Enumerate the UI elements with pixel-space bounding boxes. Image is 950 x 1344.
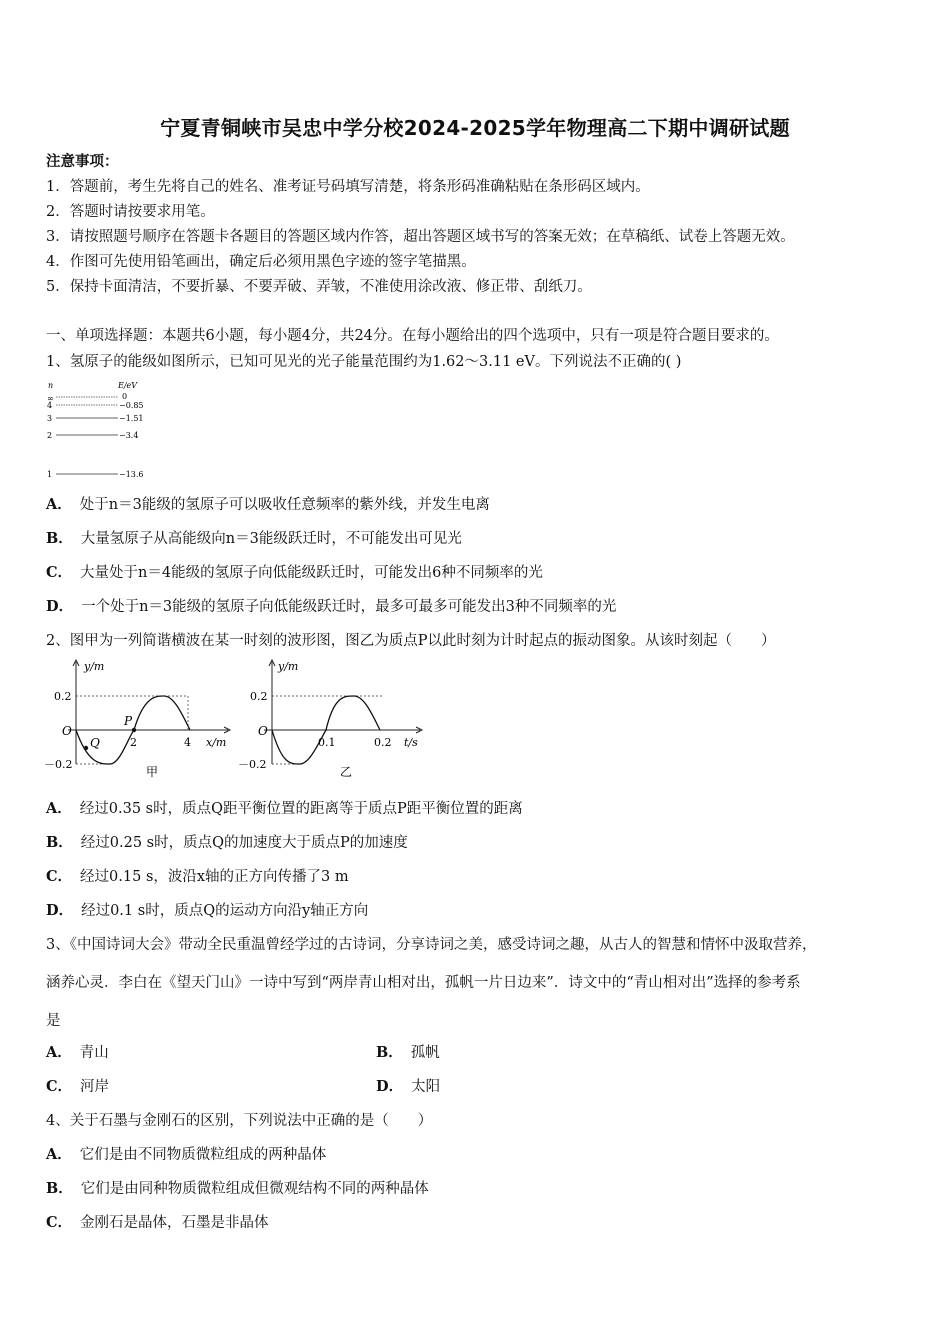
option-b [376,1043,440,1063]
option-text: 青山 [79,1045,109,1061]
x-tick: 0.2 [374,736,392,749]
option-letter: B． [46,530,73,547]
x-tick: 0.1 [318,736,336,749]
option-a [46,1043,109,1063]
level-n: 4 [47,401,53,410]
option-letter: C． [46,1214,73,1231]
option-letter: D． [46,902,74,919]
option-letter: C． [46,564,73,581]
option-text: 大量氢原子从高能级向n＝3能级跃迁时，不可能发出可见光 [80,531,462,547]
caption: 甲 [146,765,159,779]
option-text: 一个处于n＝3能级的氢原子向低能级跃迁时，最多可最多可能发出3种不同频率的光 [81,599,617,615]
option-d [46,901,368,921]
option-letter: D． [376,1078,404,1095]
caption: 乙 [340,765,353,779]
option-text: 河岸 [80,1079,110,1095]
option-c [46,1213,269,1233]
level-energy: −13.6 [119,470,144,479]
level-energy: 0 [122,392,128,401]
option-text: 处于n＝3能级的氢原子可以吸收任意频率的紫外线，并发生电离 [79,497,490,513]
option-c [46,867,349,887]
option-b [46,833,408,853]
question-4-stem: 4、关于石墨与金刚石的区别，下列说法中正确的是（ ） [46,1113,433,1129]
notes-heading: 注意事项： [46,153,119,170]
note-item: 2．答题时请按要求用笔。 [46,204,215,220]
option-letter: B． [376,1044,403,1061]
option-c [46,563,543,583]
option-text: 经过0.35 s时，质点Q距平衡位置的距离等于质点P距平衡位置的距离 [79,801,523,817]
option-text: 太阳 [411,1079,441,1095]
x-tick: 2 [130,736,137,749]
option-d [376,1077,440,1097]
question-3-stem: 是 [46,1013,61,1029]
level-n: ∞ [47,394,54,403]
x-axis-label: x/m [206,736,227,749]
point-q [84,746,88,750]
option-text: 它们是由不同物质微粒组成的两种晶体 [79,1147,327,1163]
y-axis-label: y/m [84,660,105,673]
origin-label: O [62,724,72,738]
option-text: 经过0.25 s时，质点Q的加速度大于质点P的加速度 [80,835,408,851]
option-letter: A． [46,1146,72,1163]
option-letter: B． [46,834,73,851]
point-p-label: P [124,714,133,728]
wave-graph-b [234,658,434,782]
point-q-label: Q [90,736,100,750]
x-tick: 4 [184,736,191,749]
option-letter: C． [46,868,73,885]
question-3-stem: 涵养心灵．李白在《望天门山》一诗中写到“两岸青山相对出，孤帆一片日边来”．诗文中的“青山相对出”选择的参考系 [46,975,801,991]
origin-label: O [258,724,268,738]
option-letter: D． [46,598,74,615]
level-energy: −1.51 [119,414,144,423]
option-letter: B． [46,1180,73,1197]
question-1-stem: 1、氢原子的能级如图所示，已知可见光的光子能量范围约为1.62～3.11 eV。下列说法不正确的( ) [46,354,682,370]
x-axis-label: t/s [404,736,418,749]
question-3-stem: 3、《中国诗词大会》带动全民重温曾经学过的古诗词，分享诗词之美，感受诗词之趣，从古人的智慧和情怀中汲取营养， [46,937,817,953]
option-letter: A． [46,1044,72,1061]
level-n: 2 [47,431,53,440]
note-item: 5．保持卡面清洁，不要折暴、不要弄破、弄皱，不准使用涂改液、修正带、刮纸刀。 [46,279,592,295]
y-tick-bottom: －0.2 [238,758,267,771]
note-item: 1．答题前，考生先将自己的姓名、准考证号码填写清楚，将条形码准确粘贴在条形码区域内。 [46,179,650,195]
option-text: 经过0.1 s时，质点Q的运动方向沿y轴正方向 [81,903,369,919]
level-energy: −0.85 [119,401,144,410]
y-tick-top: 0.2 [250,690,268,703]
option-b [46,529,462,549]
section-heading: 一、单项选择题：本题共6小题，每小题4分，共24分。在每小题给出的四个选项中，只有一项是符合题目要求的。 [46,328,779,344]
option-text: 经过0.15 s，波沿x轴的正方向传播了3 m [80,869,349,885]
option-c [46,1077,109,1097]
option-d [46,597,616,617]
page-title: 宁夏青铜峡市吴忠中学分校2024-2025学年物理高二下期中调研试题 [160,116,790,140]
n-axis-label: n [48,381,54,390]
option-text: 孤帆 [410,1045,440,1061]
note-item: 3．请按照题号顺序在答题卡各题目的答题区域内作答，超出答题区域书写的答案无效；在草稿纸、试卷上答题无效。 [46,229,795,245]
option-letter: C． [46,1078,73,1095]
level-n: 3 [47,414,53,423]
y-tick-bottom: －0.2 [44,758,73,771]
option-a [46,799,523,819]
option-letter: A． [46,800,72,817]
note-item: 4．作图可先使用铅笔画出，确定后必须用黑色字迹的签字笔描黑。 [46,254,476,270]
option-text: 金刚石是晶体，石墨是非晶体 [80,1215,269,1231]
option-a [46,495,490,515]
option-b [46,1179,429,1199]
energy-axis-label: E/eV [118,381,138,390]
option-letter: A． [46,496,72,513]
option-text: 它们是由同种物质微粒组成但微观结构不同的两种晶体 [80,1181,429,1197]
option-a [46,1145,326,1165]
point-p [132,728,136,732]
energy-level-diagram [44,378,164,484]
wave-graph-a [40,658,240,782]
level-energy: −3.4 [119,431,139,440]
level-n: 1 [47,470,53,479]
option-text: 大量处于n＝4能级的氢原子向低能级跃迁时，可能发出6种不同频率的光 [80,565,543,581]
y-tick-top: 0.2 [54,690,72,703]
question-2-stem: 2、图甲为一列简谐横波在某一时刻的波形图，图乙为质点P以此时刻为计时起点的振动图象。从该时刻起（ ） [46,633,776,649]
y-axis-label: y/m [278,660,299,673]
